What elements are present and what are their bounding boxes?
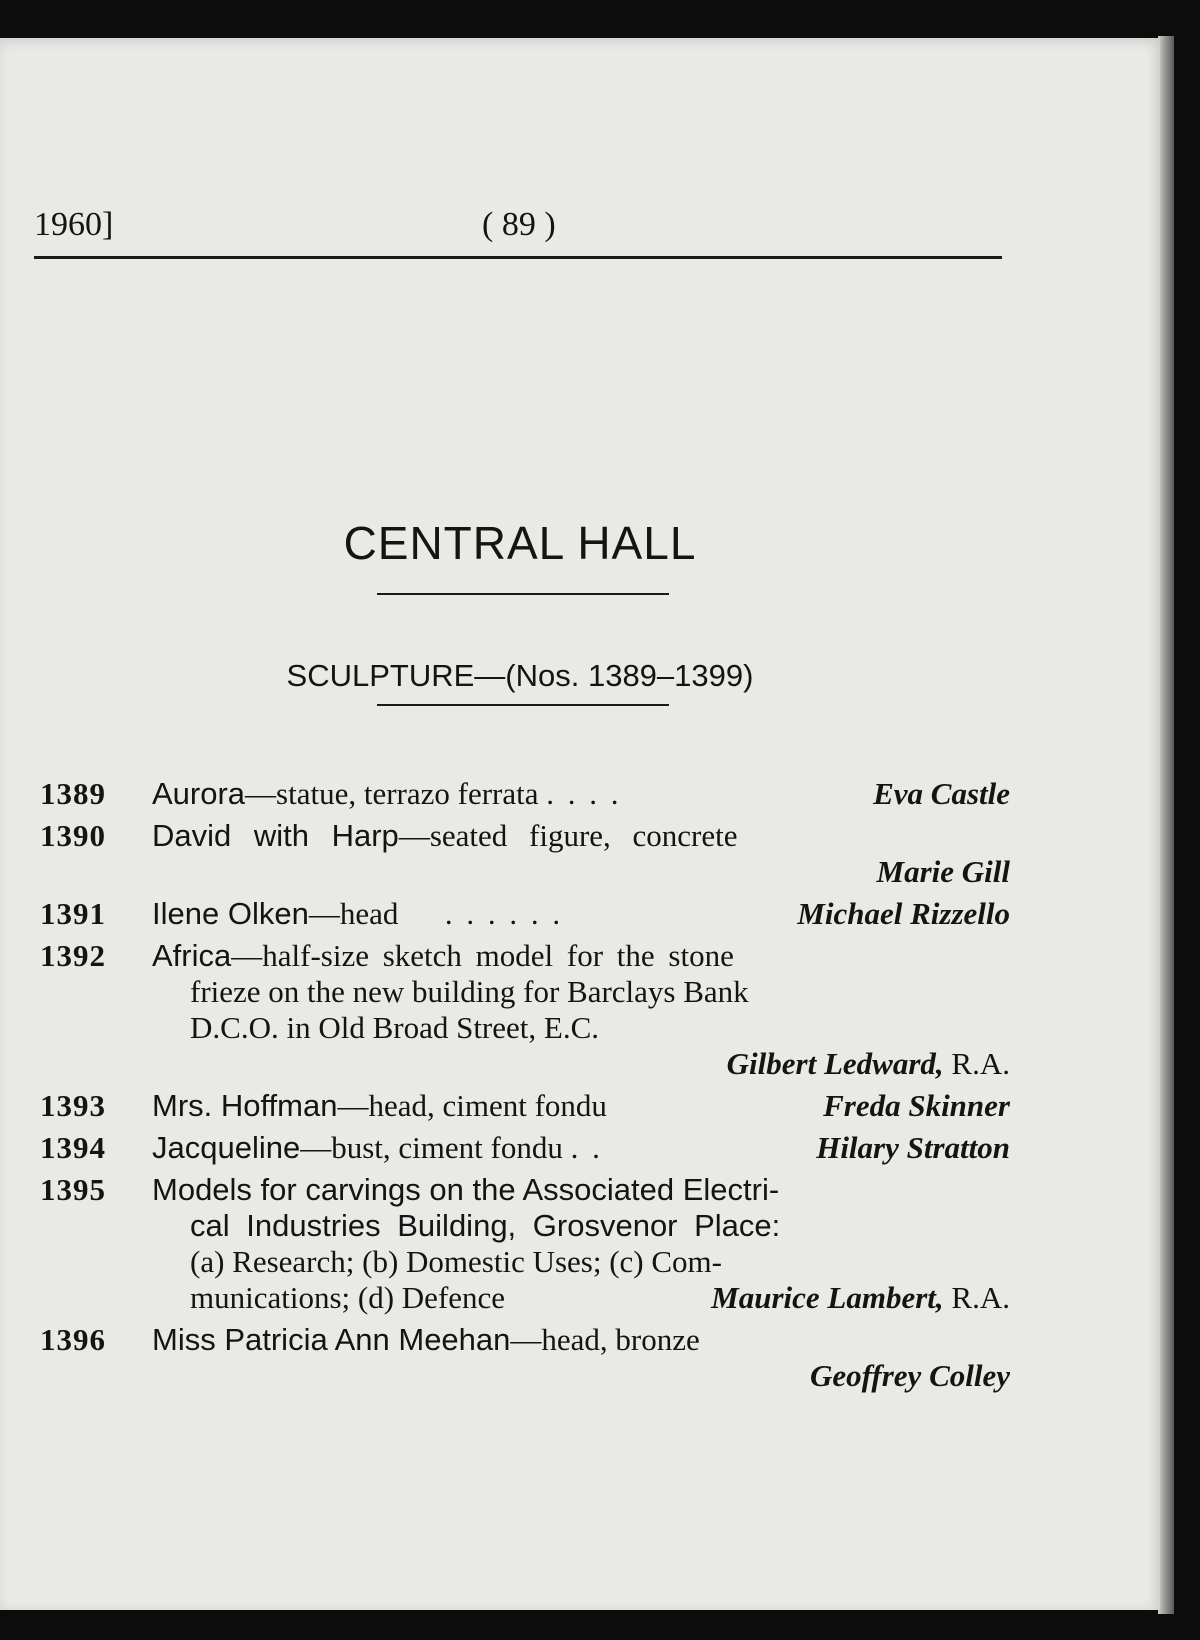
- entry-artist: Michael Rizzello: [797, 896, 1010, 931]
- catalogue-entry: [40, 896, 1010, 932]
- catalogue-entry: [40, 938, 1010, 1082]
- entry-number: 1390: [40, 818, 106, 853]
- catalogue-entry: [40, 1130, 1010, 1166]
- entry-description: —head: [308, 896, 399, 931]
- entry-title: Africa: [152, 938, 232, 973]
- title-rule-bottom: [377, 704, 669, 706]
- entry-description: —seated figure, concrete: [398, 818, 738, 853]
- artist-honour: R.A.: [951, 1280, 1010, 1315]
- leader-dots: . .: [570, 1130, 603, 1165]
- entry-number: 1396: [40, 1322, 106, 1357]
- entry-number: 1392: [40, 938, 106, 973]
- leader-dots: . . . . . .: [444, 896, 564, 931]
- entry-artist: Marie Gill: [876, 854, 1010, 889]
- entry-artist: Geoffrey Colley: [810, 1358, 1010, 1393]
- catalogue-entry: [40, 818, 1010, 890]
- entry-continuation: D.C.O. in Old Broad Street, E.C.: [190, 1010, 599, 1045]
- entry-artist: Gilbert Ledward,: [726, 1046, 944, 1081]
- entry-artist: Freda Skinner: [823, 1088, 1010, 1123]
- entry-description: —bust, ciment fondu: [300, 1130, 563, 1165]
- title-rule-top: [377, 593, 669, 595]
- artist-honour: R.A.: [951, 1046, 1010, 1081]
- page-number: ( 89 ): [482, 206, 556, 243]
- entry-artist: Eva Castle: [873, 776, 1010, 811]
- header-rule: [34, 256, 1002, 259]
- entry-continuation: (a) Research; (b) Domestic Uses; (c) Com-: [190, 1244, 722, 1279]
- entry-description: —head, ciment fondu: [337, 1088, 607, 1123]
- entry-title: Aurora: [152, 776, 246, 811]
- entry-continuation: munications; (d) Defence: [190, 1280, 506, 1315]
- running-head: [34, 206, 1002, 246]
- catalogue-entries: [40, 776, 1010, 1400]
- entry-continuation: cal Industries Building, Grosvenor Place:: [190, 1208, 781, 1243]
- entry-continuation: frieze on the new building for Barclays Bank: [190, 974, 749, 1009]
- running-head-year: 1960]: [34, 206, 114, 243]
- entry-number: 1394: [40, 1130, 106, 1165]
- entry-description: —statue, terrazo ferrata: [245, 776, 539, 811]
- catalogue-entry: [40, 1172, 1010, 1316]
- page-edge: [1158, 36, 1174, 1614]
- leader-dots: . . . .: [546, 776, 622, 811]
- entry-title: Ilene Olken: [152, 896, 309, 931]
- page-title: CENTRAL HALL: [343, 517, 697, 569]
- entry-title: Jacqueline: [152, 1130, 301, 1165]
- entry-title: Miss Patricia Ann Meehan: [152, 1322, 511, 1357]
- entry-number: 1391: [40, 896, 106, 931]
- entry-description: —half-size sketch model for the stone: [231, 938, 734, 973]
- entry-number: 1389: [40, 776, 106, 811]
- entry-title: Models for carvings on the Associated Electri-: [152, 1172, 780, 1207]
- entry-number: 1393: [40, 1088, 106, 1123]
- entry-artist: Hilary Stratton: [816, 1130, 1010, 1165]
- entry-artist: Maurice Lambert,: [711, 1280, 944, 1315]
- entry-description: —head, bronze: [510, 1322, 700, 1357]
- book-page: [0, 38, 1160, 1610]
- catalogue-entry: [40, 1088, 1010, 1124]
- entry-title: David with Harp: [152, 818, 399, 853]
- catalogue-entry: [40, 1322, 1010, 1394]
- entry-number: 1395: [40, 1172, 106, 1207]
- section-subtitle: SCULPTURE—(Nos. 1389–1399): [286, 658, 754, 693]
- entry-title: Mrs. Hoffman: [152, 1088, 338, 1123]
- catalogue-entry: [40, 776, 1010, 812]
